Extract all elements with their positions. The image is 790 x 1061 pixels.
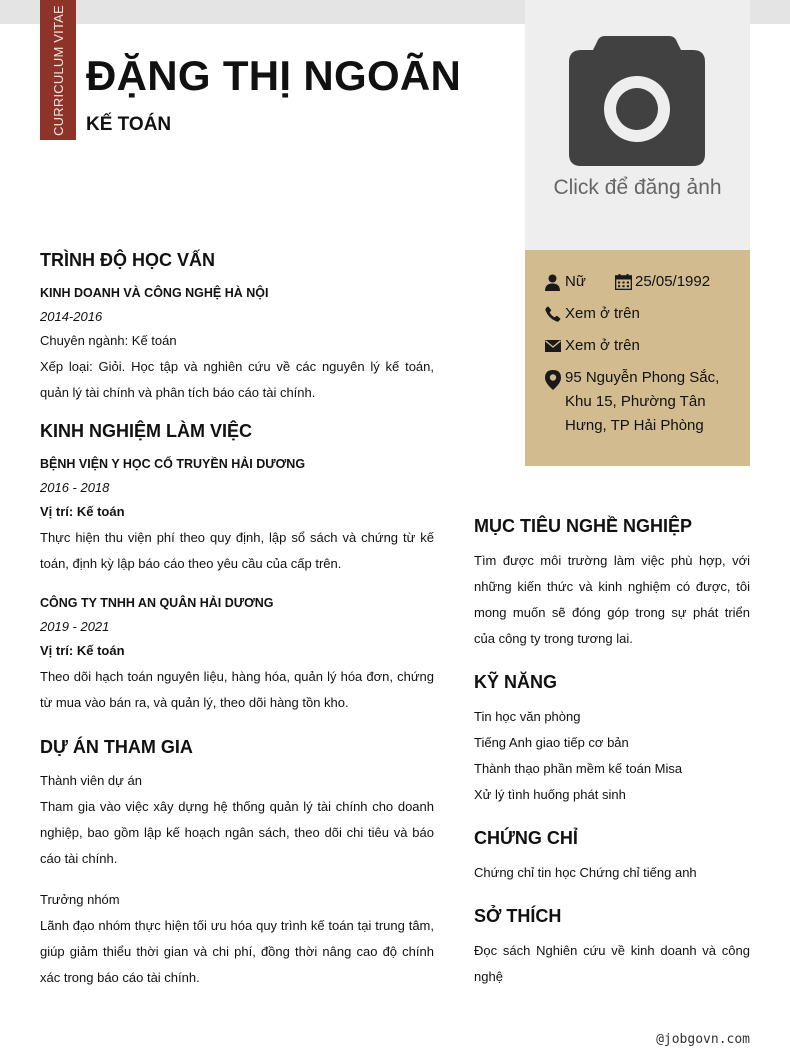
skill-item: Thành thạo phần mềm kế toán Misa (474, 761, 683, 776)
education-description: Xếp loại: Giỏi. Học tập và nghiên cứu về các nguyên lý kế toán, quản lý tài chính và phân tích báo cáo tài chính. (40, 359, 434, 400)
projects-title: DỰ ÁN THAM GIA (40, 737, 193, 757)
experience-company: CÔNG TY TNHH AN QUÂN HẢI DƯƠNG (40, 596, 274, 610)
photo-upload-label: Click để đăng ảnh (553, 176, 722, 199)
project-role: Thành viên dự án (40, 773, 142, 788)
birthday-value: 25/05/1992 (635, 273, 711, 290)
mail-icon (545, 334, 565, 358)
phone-value: Xem ở trên (565, 305, 640, 322)
education-major: Chuyên ngành: Kế toán (40, 333, 177, 348)
contact-box (525, 250, 750, 466)
education-school: KINH DOANH VÀ CÔNG NGHỆ HÀ NỘI (40, 286, 269, 300)
experience-period: 2019 - 2021 (40, 619, 110, 634)
cv-tab-label: CURRICULUM VITAE (50, 4, 66, 136)
experience-description: Thực hiện thu viện phí theo quy định, lập sổ sách và chứng từ kế toán, định kỳ lập báo cáo theo yêu cầu của cấp trên. (40, 530, 434, 571)
skill-item: Tin học văn phòng (474, 709, 581, 724)
photo-upload[interactable] (525, 0, 750, 250)
objective-title: MỤC TIÊU NGHỀ NGHIỆP (474, 516, 693, 536)
candidate-position: KẾ TOÁN (86, 114, 172, 135)
address-row (545, 366, 719, 438)
address-value (565, 366, 719, 438)
cv-tab (40, 0, 76, 140)
address-line: Hưng, TP Hải Phòng (565, 417, 704, 434)
objective-text: Tìm được môi trường làm việc phù hợp, với những kiến thức và kinh nghiệm có được, tôi mong muốn sẽ đóng góp trong sự phát triển của công ty trong tương lai. (474, 553, 750, 646)
candidate-name: ĐẶNG THỊ NGOÃN (86, 52, 462, 99)
certificates-title: CHỨNG CHỈ (474, 828, 578, 848)
address-line: 95 Nguyễn Phong Sắc, (565, 369, 720, 386)
experience-title: KINH NGHIỆM LÀM VIỆC (40, 421, 253, 441)
phone-icon (545, 302, 565, 326)
birthday-row (615, 270, 710, 294)
email-row (545, 334, 640, 358)
education-title: TRÌNH ĐỘ HỌC VẤN (40, 250, 215, 270)
experience-company: BỆNH VIỆN Y HỌC CỔ TRUYỀN HẢI DƯƠNG (40, 457, 306, 471)
experience-description: Theo dõi hạch toán nguyên liệu, hàng hóa, quản lý hóa đơn, chứng từ mua vào bán ra, và quản lý, theo dõi hàng tồn kho. (40, 669, 434, 710)
experience-role: Vị trí: Kế toán (40, 504, 125, 519)
address-line: Khu 15, Phường Tân (565, 393, 706, 410)
skill-item: Tiếng Anh giao tiếp cơ bản (474, 735, 629, 750)
gender-value: Nữ (565, 273, 586, 290)
gender-row (545, 270, 586, 294)
email-value: Xem ở trên (565, 337, 640, 354)
experience-role: Vị trí: Kế toán (40, 643, 125, 658)
project-description: Tham gia vào việc xây dựng hệ thống quản lý tài chính cho doanh nghiệp, bao gồm lập kế hoạch ngân sách, theo dõi chi tiêu và báo cáo tài chính. (40, 799, 434, 866)
certificates-text: Chứng chỉ tin học Chứng chỉ tiếng anh (474, 865, 697, 880)
camera-icon (569, 36, 705, 168)
hobbies-text: Đọc sách Nghiên cứu về kinh doanh và công nghệ (474, 943, 750, 984)
location-pin-icon (545, 366, 565, 438)
experience-period: 2016 - 2018 (40, 480, 110, 495)
hobbies-title: SỞ THÍCH (474, 906, 562, 926)
person-icon (545, 270, 565, 294)
skills-title: KỸ NĂNG (474, 672, 558, 692)
education-period: 2014-2016 (40, 309, 103, 324)
footer-watermark: @jobgovn.com (656, 1032, 750, 1047)
project-role: Trưởng nhóm (40, 892, 120, 907)
skill-item: Xử lý tình huống phát sinh (474, 787, 626, 802)
project-description: Lãnh đạo nhóm thực hiện tối ưu hóa quy trình kế toán tại trung tâm, giúp giảm thiểu thời gian và chi phí, đồng thời nâng cao độ chính xác trong báo cáo tài chính. (40, 918, 434, 985)
phone-row (545, 302, 640, 326)
calendar-icon (615, 270, 635, 294)
